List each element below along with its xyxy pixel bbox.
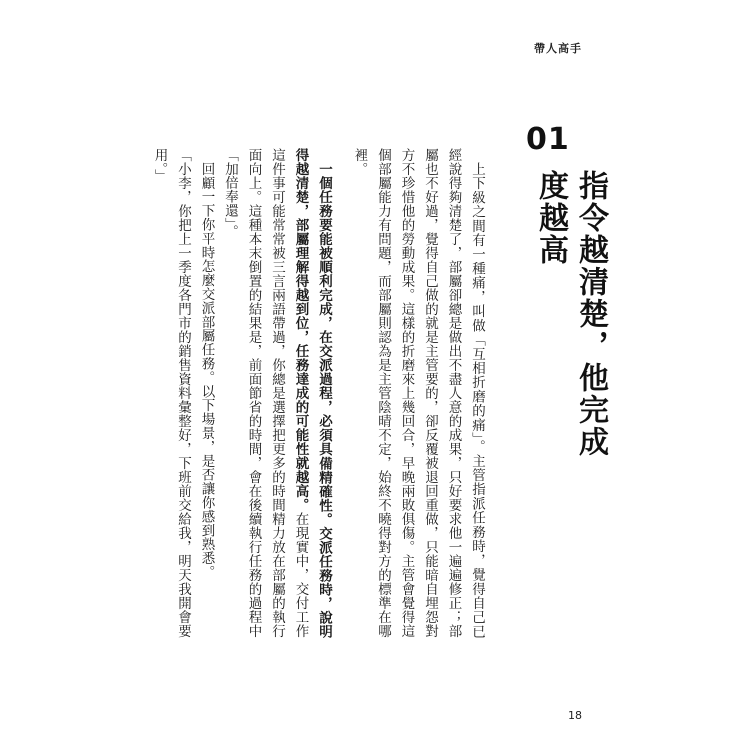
chapter-number: 01 <box>526 122 570 157</box>
paragraph-intro: 上下級之間有一種痛，叫做「互相折磨的痛」。主管指派任務時，覺得自己已經說得夠清楚了，部屬卻總是做出不盡人意的成果，只好要求他一遍遍修正；部屬也不好過，覺得自己做的就是主管要的，卻反覆被退回重做，只能暗自埋怨對方不珍惜他的勞動成果。這樣的折磨來上幾回合，早晚兩敗俱傷。主管會覺得這個部屬能力有問題，而部屬則認為是主管陰晴不定，始終不曉得對方的標準在哪裡。 <box>351 148 485 638</box>
body-text <box>147 148 488 638</box>
key-point-rest: 在現實中，交付工作這件事可能常常被三言兩語帶過，你總是選擇把更多的時間精力放在部屬的執行面向上。這種本末倒置的結果是，前面節省的時間，會在後續執行任務的過程中「加倍奉還」。 <box>222 148 309 638</box>
paragraph-review: 回顧一下你平時怎麼交派部屬任務。以下場景，是否讓你感到熟悉。 <box>198 161 215 579</box>
key-point-bold: 一個任務要能被順利完成，在交派過程，必須具備精確性。交派任務時，說明得越清楚，部屬理解得越到位，任務達成的可能性就越高。 <box>292 148 332 638</box>
running-header: 帶人高手 <box>534 42 582 55</box>
paragraph-key-point <box>218 148 336 638</box>
chapter-title: 指令越清楚，他完成度越高 <box>533 170 608 458</box>
page-number: 18 <box>568 709 582 722</box>
quote-line: 「小李，你把上一季度各門市的銷售資料彙整好，下班前交給我，明天我開會要用。」 <box>151 148 191 638</box>
